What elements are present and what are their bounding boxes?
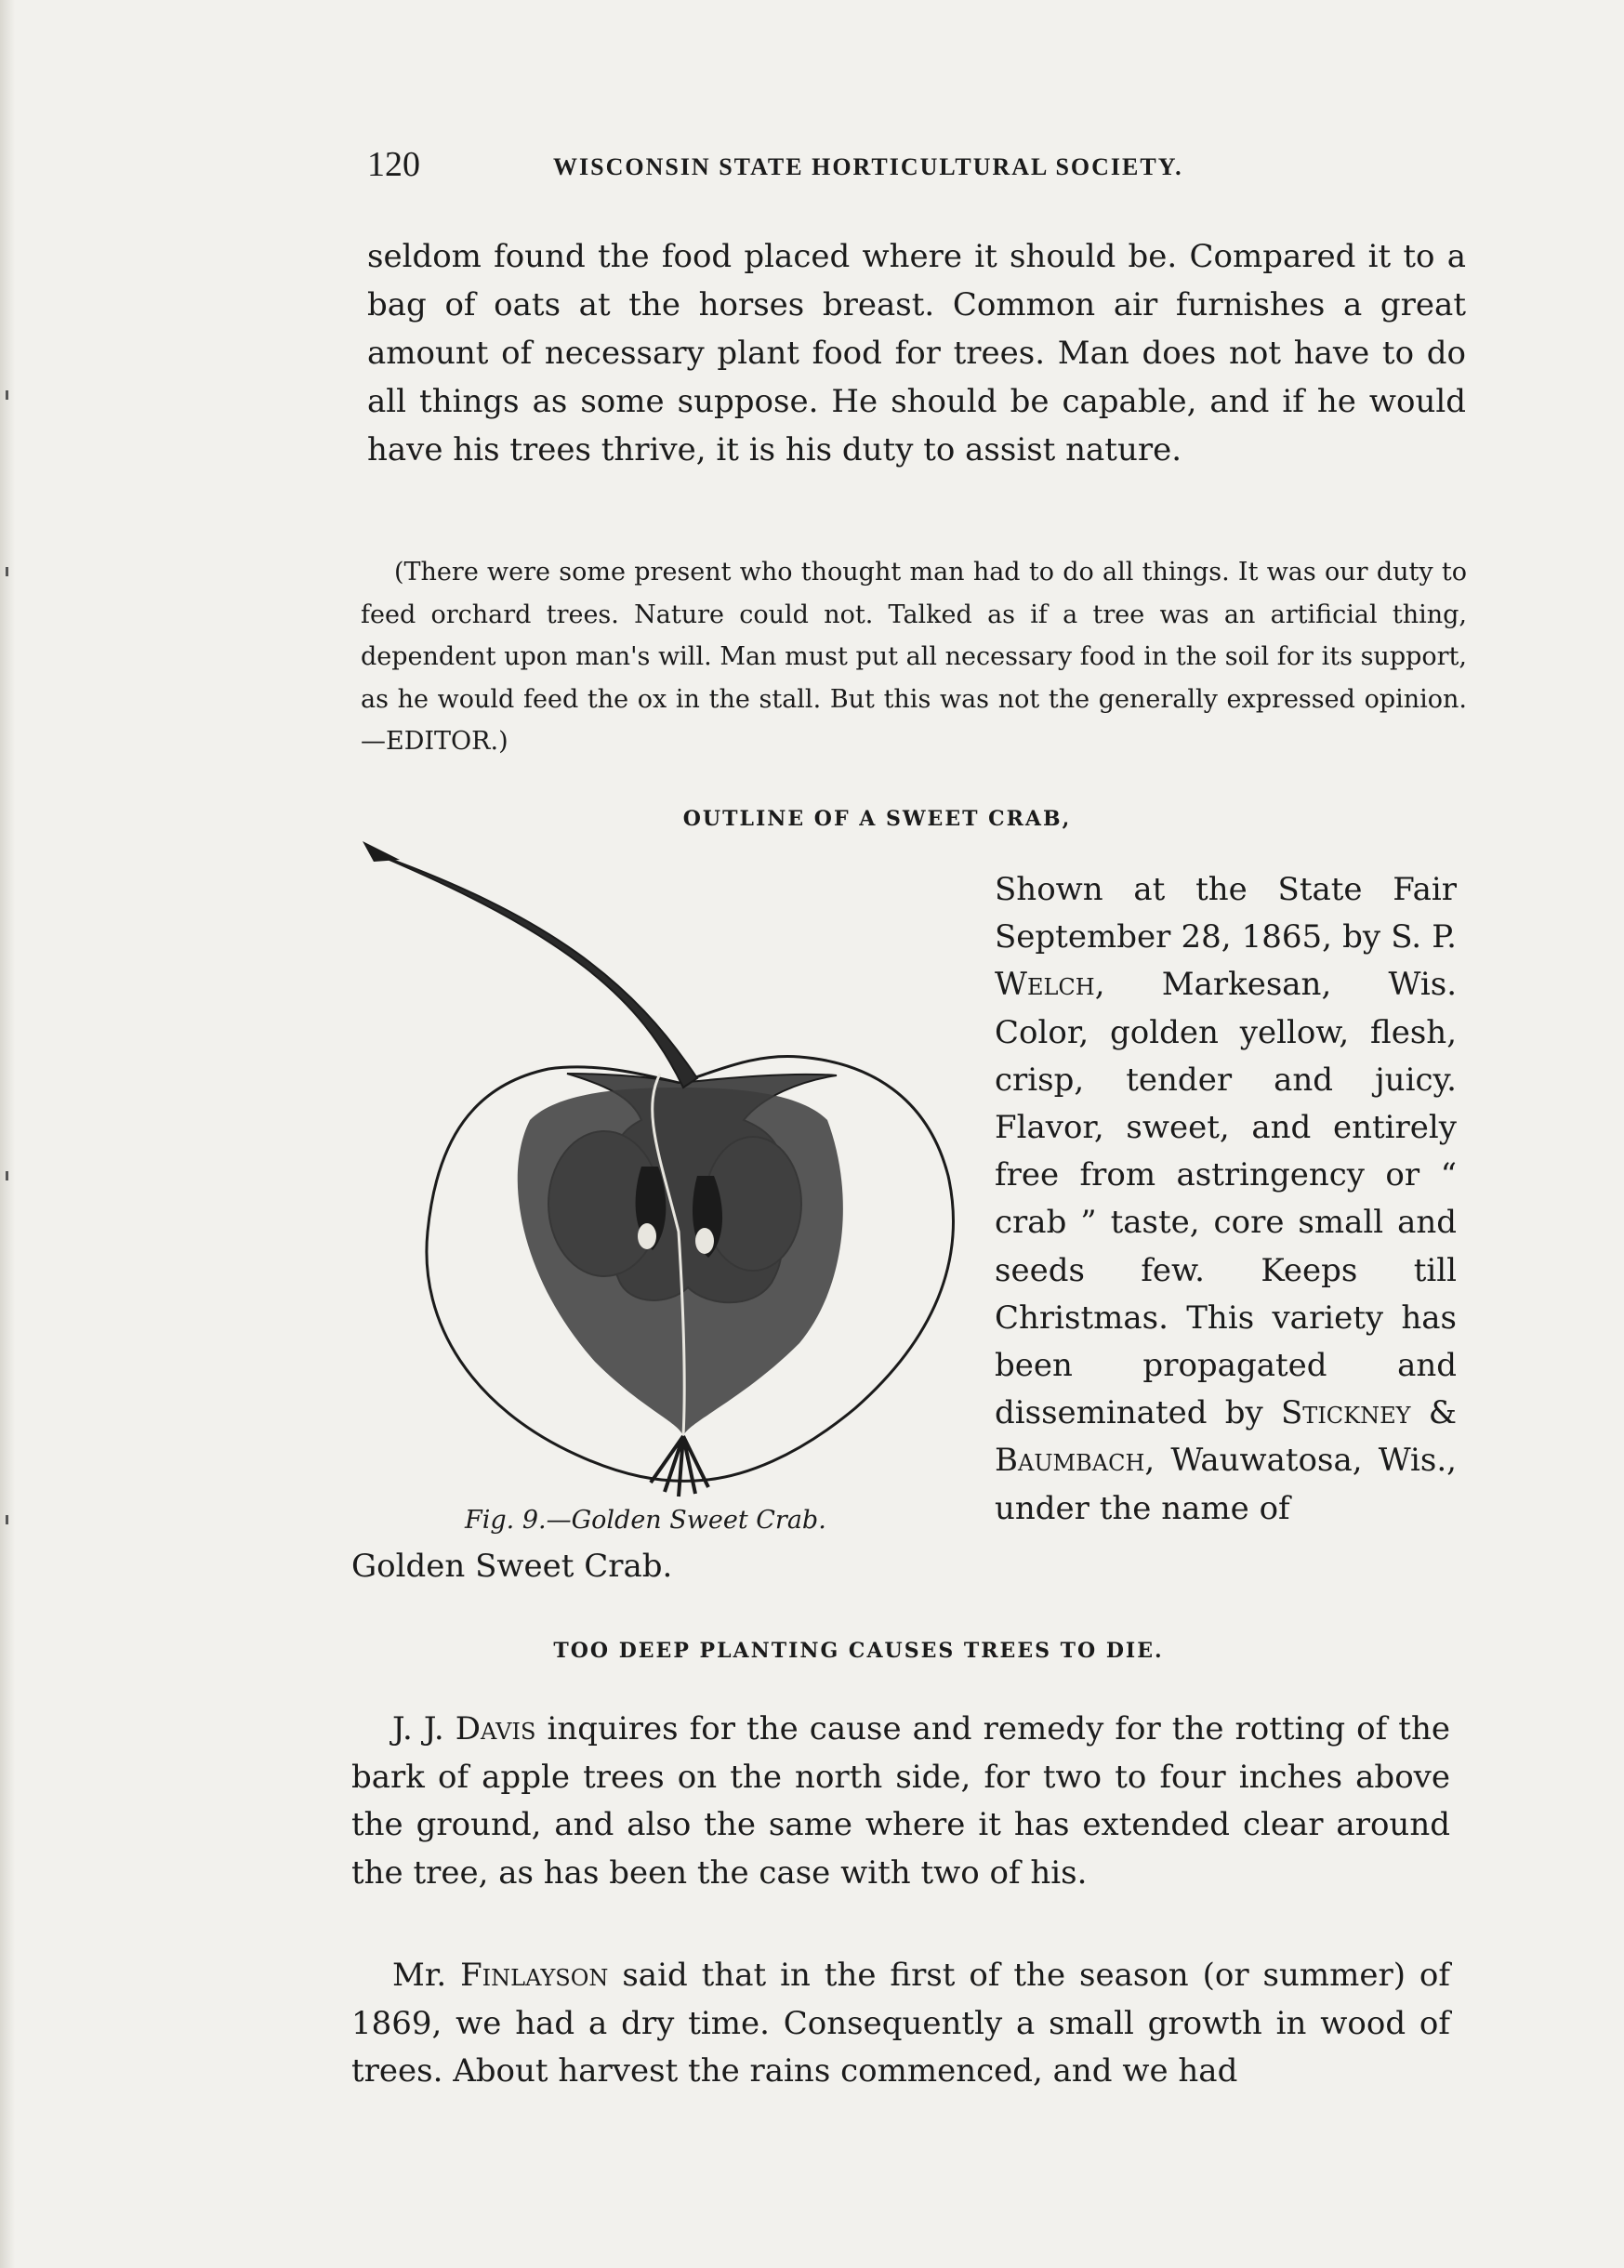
person-name-baumbach: Baumbach (995, 1442, 1145, 1480)
person-name-stickney: Stickney (1281, 1394, 1411, 1432)
figure-text-part: , Markesan, Wis. Color, golden yellow, flesh, crisp, tender and juicy. Flavor, sweet, and entirely free from astringency or “ crab ” taste, core small and seeds few. Keeps till Christmas. This variety has been propagated and disseminated by (995, 966, 1457, 1432)
person-name-welch: Welch (995, 966, 1095, 1004)
sweet-crab-illustration (363, 841, 995, 1520)
edge-mark (6, 567, 8, 576)
figure-caption: Fig. 9.—Golden Sweet Crab. (465, 1506, 826, 1535)
figure-text-part: Shown at the State Fair September 28, 1865, by S. P. (995, 871, 1457, 956)
edge-mark (6, 390, 8, 400)
figure-sweet-crab (363, 841, 995, 1520)
section-heading-sweet-crab: OUTLINE OF A SWEET CRAB, (682, 807, 1072, 831)
editor-note: (There were some present who thought man had to do all things. It was our duty to feed orchard trees. Nature could not. Talked as if a tree was an artificial thing, dependent upon man's will. Man must put all necessary food in the soil for its support, as he would feed the ox in the stall. But this was not the generally expressed opinion.—EDITOR.) (361, 558, 1467, 756)
paragraph-text: said that in the first of the season (or summer) of 1869, we had a dry time. Consequently a small growth in wood of trees. About harvest the rains commenced, and we had (351, 1957, 1450, 2090)
figure-text-tail: Golden Sweet Crab. (351, 1548, 673, 1585)
person-name-finlayson: Finlayson (460, 1957, 609, 1994)
running-head: WISCONSIN STATE HORTICULTURAL SOCIETY. (553, 153, 1183, 180)
edge-mark (6, 1515, 8, 1524)
page-header (367, 144, 1297, 191)
paragraph-lead: Mr. (392, 1957, 461, 1994)
edge-mark (6, 1171, 8, 1180)
paragraph-davis (351, 1706, 1450, 1897)
person-name-davis: Davis (455, 1710, 536, 1747)
page-binding-edge (0, 0, 15, 2268)
section-heading-deep-planting: TOO DEEP PLANTING CAUSES TREES TO DIE. (553, 1639, 1164, 1663)
paragraph-text: inquires for the cause and remedy for the rotting of the bark of apple trees on the north side, for two to four inches above the ground, and also the same where it has extended clear around the tree, as has been the case with two of his. (351, 1710, 1450, 1892)
page-number: 120 (367, 145, 420, 184)
figure-description (995, 866, 1457, 1533)
figure-text-part: , Wauwatosa, Wis., under the name of (995, 1442, 1457, 1527)
paragraph-continuation: seldom found the food placed where it should be. Compared it to a bag of oats at the horses breast. Common air furnishes a great amount of necessary plant food for trees. Man does not have to do all things as some suppose. He should be capable, and if he would have his trees thrive, it is his duty to assist nature. (367, 238, 1466, 468)
paragraph-finlayson (351, 1952, 1450, 2096)
figure-text-part: & (1410, 1394, 1457, 1432)
paragraph-lead: J. J. (392, 1710, 456, 1747)
